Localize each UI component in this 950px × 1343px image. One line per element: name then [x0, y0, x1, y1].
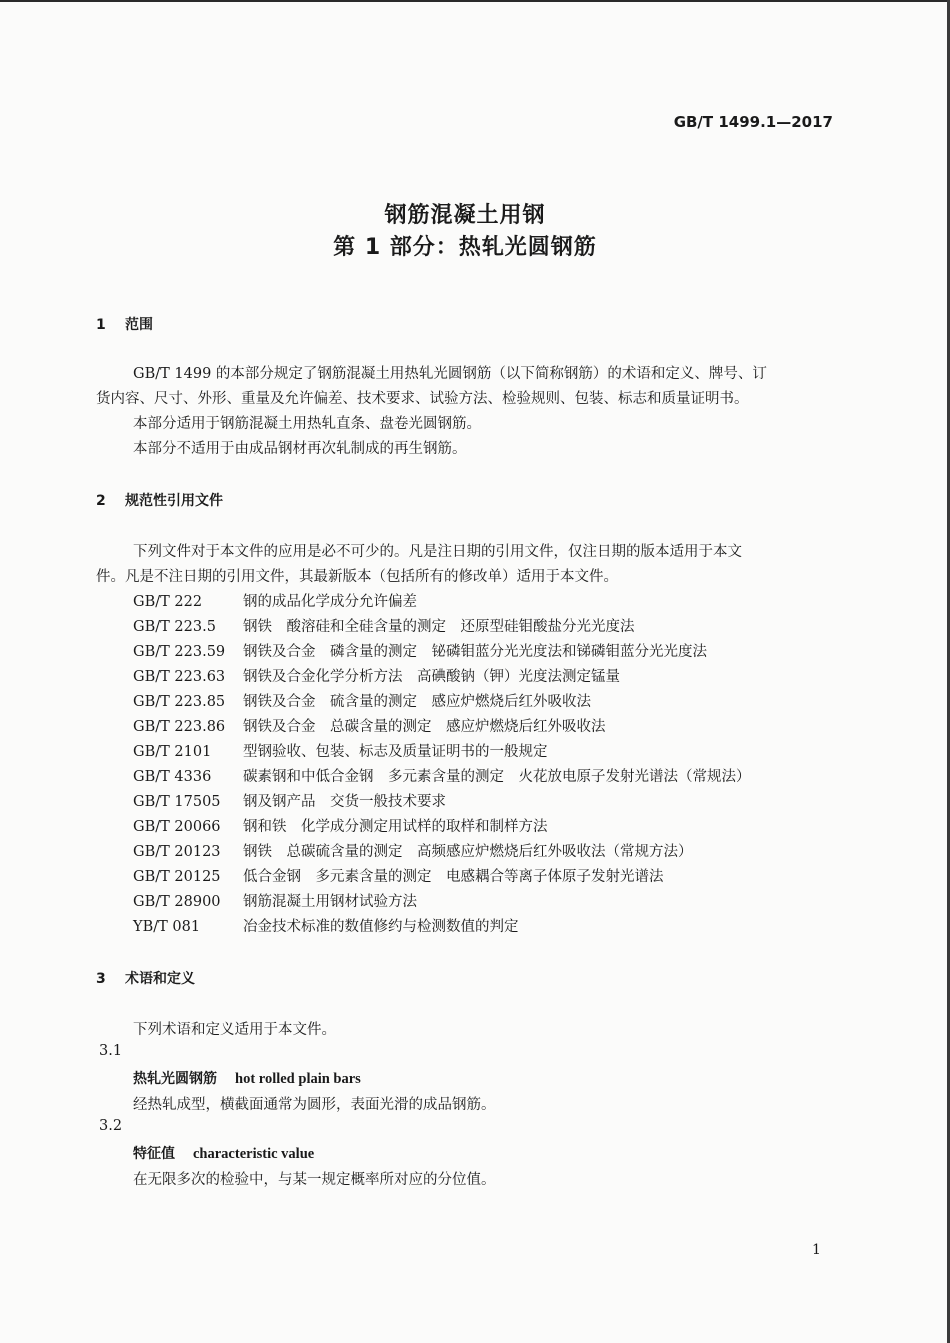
- page-number: 1: [812, 1242, 821, 1258]
- reference-code: GB/T 222: [133, 594, 203, 610]
- section-number: 3: [96, 971, 106, 987]
- section-number: 2: [96, 493, 106, 509]
- reference-code: GB/T 223.63: [133, 669, 226, 685]
- reference-title: 钢筋混凝土用钢材试验方法: [243, 894, 417, 910]
- reference-title: 钢铁及合金化学分析方法 高碘酸钠（钾）光度法测定锰量: [243, 669, 620, 685]
- references-intro-line1: 下列文件对于本文件的应用是必不可少的。凡是注日期的引用文件，仅注日期的版本适用于本文: [133, 544, 742, 560]
- reference-entry: [133, 640, 707, 661]
- reference-code: GB/T 2101: [133, 744, 212, 760]
- reference-code: GB/T 20066: [133, 819, 221, 835]
- reference-entry: [133, 890, 417, 911]
- reference-title: 钢铁 酸溶硅和全硅含量的测定 还原型硅钼酸盐分光光度法: [243, 619, 635, 635]
- reference-code: GB/T 17505: [133, 794, 221, 810]
- scope-exclusion: 本部分不适用于由成品钢材再次轧制成的再生钢筋。: [133, 441, 467, 457]
- reference-title: 钢和铁 化学成分测定用试样的取样和制样方法: [243, 819, 548, 835]
- reference-entry: [133, 815, 548, 836]
- reference-title: 型钢验收、包装、标志及质量证明书的一般规定: [243, 744, 548, 760]
- scope-applicability: 本部分适用于钢筋混凝土用热轧直条、盘卷光圆钢筋。: [133, 416, 481, 432]
- document-title-line1: 钢筋混凝土用钢: [384, 203, 546, 228]
- reference-code: GB/T 223.85: [133, 694, 226, 710]
- reference-entry: [133, 740, 548, 761]
- scope-paragraph-line1: GB/T 1499 的本部分规定了钢筋混凝土用热轧光圆钢筋（以下简称钢筋）的术语和定义、牌号、订: [133, 366, 767, 382]
- reference-entry: [133, 590, 417, 611]
- section-3-heading: [96, 968, 195, 988]
- reference-entry: [133, 665, 620, 686]
- term-heading: [133, 1068, 361, 1088]
- reference-code: GB/T 20123: [133, 844, 221, 860]
- term-heading: [133, 1143, 314, 1163]
- section-title: 术语和定义: [125, 971, 195, 987]
- reference-entry: [133, 790, 446, 811]
- reference-title: 冶金技术标准的数值修约与检测数值的判定: [243, 919, 519, 935]
- reference-code: GB/T 20125: [133, 869, 221, 885]
- reference-entry: [133, 765, 751, 786]
- term-number: 3.1: [99, 1043, 123, 1059]
- reference-code: GB/T 223.59: [133, 644, 226, 660]
- reference-title: 碳素钢和中低合金钢 多元素含量的测定 火花放电原子发射光谱法（常规法）: [243, 769, 751, 785]
- section-title: 范围: [125, 317, 153, 333]
- reference-code: YB/T 081: [133, 919, 201, 935]
- term-english: characteristic value: [193, 1146, 315, 1162]
- reference-entry: [133, 715, 606, 736]
- reference-title: 钢铁及合金 硫含量的测定 感应炉燃烧后红外吸收法: [243, 694, 591, 710]
- document-title-line2: 第 1 部分：热轧光圆钢筋: [333, 235, 597, 260]
- section-1-heading: [96, 314, 153, 334]
- term-english: hot rolled plain bars: [235, 1071, 361, 1087]
- reference-title: 钢铁及合金 磷含量的测定 铋磷钼蓝分光光度法和锑磷钼蓝分光光度法: [243, 644, 707, 660]
- reference-entry: [133, 865, 664, 886]
- reference-code: GB/T 4336: [133, 769, 212, 785]
- term-definition: 经热轧成型，横截面通常为圆形，表面光滑的成品钢筋。: [133, 1097, 496, 1113]
- scope-paragraph-line2: 货内容、尺寸、外形、重量及允许偏差、技术要求、试验方法、检验规则、包装、标志和质量证明书。: [96, 391, 749, 407]
- section-title: 规范性引用文件: [125, 493, 223, 509]
- section-2-heading: [96, 490, 223, 510]
- reference-entry: [133, 840, 693, 861]
- reference-title: 低合金钢 多元素含量的测定 电感耦合等离子体原子发射光谱法: [243, 869, 664, 885]
- reference-title: 钢及钢产品 交货一般技术要求: [243, 794, 446, 810]
- reference-code: GB/T 223.5: [133, 619, 216, 635]
- term-chinese: 特征值: [133, 1146, 175, 1162]
- term-definition: 在无限多次的检验中，与某一规定概率所对应的分位值。: [133, 1172, 496, 1188]
- term-number: 3.2: [99, 1118, 123, 1134]
- standard-number: GB/T 1499.1—2017: [673, 113, 833, 131]
- terms-intro: 下列术语和定义适用于本文件。: [133, 1022, 336, 1038]
- reference-title: 钢的成品化学成分允许偏差: [243, 594, 417, 610]
- reference-code: GB/T 28900: [133, 894, 221, 910]
- reference-entry: [133, 615, 635, 636]
- reference-entry: [133, 690, 591, 711]
- term-chinese: 热轧光圆钢筋: [133, 1071, 217, 1087]
- reference-title: 钢铁 总碳硫含量的测定 高频感应炉燃烧后红外吸收法（常规方法）: [243, 844, 693, 860]
- page-top-edge: [0, 0, 950, 2]
- reference-entry: [133, 915, 519, 936]
- section-number: 1: [96, 317, 106, 333]
- reference-title: 钢铁及合金 总碳含量的测定 感应炉燃烧后红外吸收法: [243, 719, 606, 735]
- reference-code: GB/T 223.86: [133, 719, 226, 735]
- references-intro-line2: 件。凡是不注日期的引用文件，其最新版本（包括所有的修改单）适用于本文件。: [96, 569, 618, 585]
